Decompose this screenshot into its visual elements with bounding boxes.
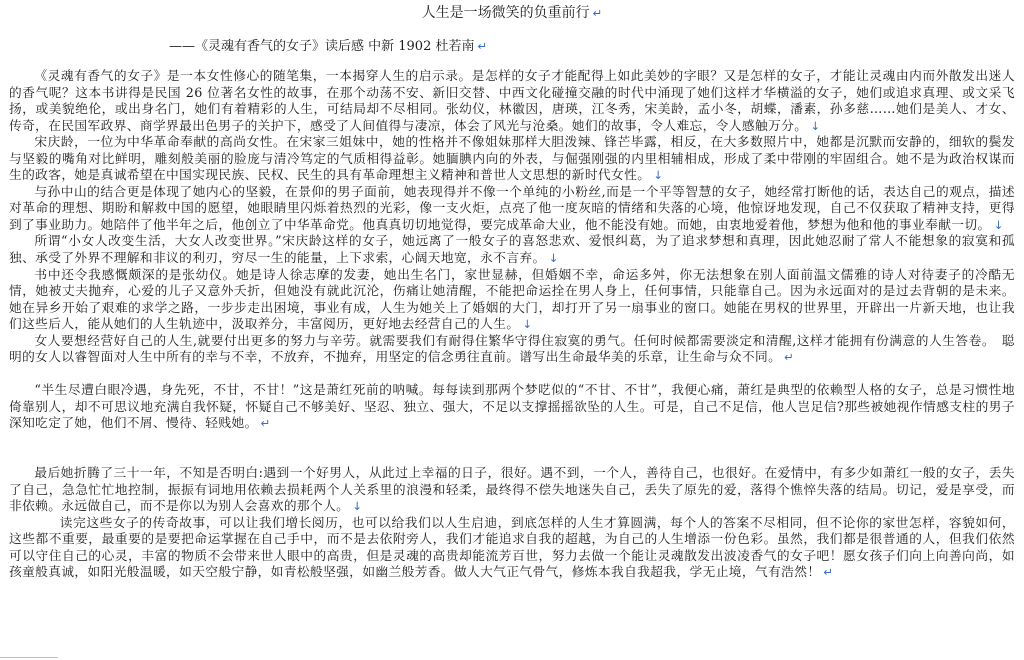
paragraph-text: 与孙中山的结合更是体现了她内心的坚毅，在景仰的男子面前，她表现得并不像一个单纯的小粉丝,而是一个平等智慧的女子，她经常打断他的话，表达自己的观点，描述对革命的理想、期盼和解救中国的愿望，她眼睛里闪烁着热烈的光彩，像一支火炬，点亮了他一度灰暗的情绪和失落的心境，他惊讶地发现，自己不仅获取了精神支持，更得到了事业助力。她陪伴了他半年之后，他创立了中华革命党。他真真切切地觉得，要完成革命大业，他不能没有她。而她，由衷地爱着他，梦想为他和他的事业奉献一切。 xyxy=(9,183,1015,232)
paragraph xyxy=(9,134,1015,184)
page-edge-line xyxy=(0,657,58,658)
document-title-text: 人生是一场微笑的负重前行 xyxy=(421,5,590,21)
paragraph-text: 书中还令我感慨颇深的是张幼仪。她是诗人徐志摩的发妻，她出生名门，家世显赫，但婚姻不幸，命运多舛，你无法想象在别人面前温文儒雅的诗人对待妻子的冷酷无情，她被丈夫抛弃，心爱的儿子又意外夭折，但她没有就此沉沦，伤痛让她清醒，不能把命运拴在男人身上，任何事情，只能靠自己。因为永远面对的是过去背朝的是未来。她在异乡开始了艰难的求学之路，一步步走出困境，事业有成，人生为她关上了婚姻的大门，却打开了另一扇事业的窗口。她能在男权的世界里，开辟出一片新天地，也让我们这些后人，能从她们的人生轨迹中，汲取养分，丰富阅历，更好地去经营自己的人生。 xyxy=(9,266,1015,332)
paragraph xyxy=(9,382,1015,432)
formatting-mark-icon: ↓ xyxy=(993,217,1004,232)
document-byline-text: ——《灵魂有香气的女子》读后感 中新 1902 杜若南 xyxy=(169,39,475,54)
paragraph xyxy=(9,515,1015,581)
paragraph-mark-icon: ↵ xyxy=(592,6,603,20)
paragraph-text: 《灵魂有香气的女子》是一本女性修心的随笔集，一本揭穿人生的启示录。是怎样的女子才能配得上如此美妙的字眼？又是怎样的女子，才能让灵魂由内而外散发出迷人的香气呢？这本书讲得是民国 26 位著名女性的故事，在那个动荡不安、新旧交替、中西文化碰撞交融的时代中涌现了她们这样才华横溢的女子，她们或追求真理、或文采飞扬，或美貌绝伦，或出身名门，她们有着精彩的人生，可结局却不尽相同。张幼仪，林徽因，唐瑛，江冬秀，宋美龄，孟小冬，胡蝶，潘素，孙多慈……她们是美人、才女、传奇，在民国军政界、商学界最出色男子的关护下，感受了人间值得与凄凉，体会了风光与沧桑。她们的故事，令人难忘，令人感触万分。 xyxy=(9,68,1015,133)
document-body xyxy=(9,68,1015,581)
paragraph xyxy=(9,233,1015,266)
formatting-mark-icon: ↓ xyxy=(653,168,663,183)
paragraph-text: “半生尽遭白眼冷遇，身先死，不甘，不甘！”这是萧红死前的呐喊。每每读到那两个梦呓似的“不甘、不甘”，我便心痛，萧红是典型的依赖型人格的女子，总是习惯性地倚靠别人，却不可思议地充满自我怀疑，怀疑自己不够美好、坚忍、独立、强大，不足以支撑摇摇欲坠的人生。可是，自己不足信，他人岂足信?那些被她视作情感支柱的男子深知吃定了她，他们不屑、慢待、轻贱她。 xyxy=(9,382,1015,431)
document-title xyxy=(9,4,1015,23)
document-byline xyxy=(9,38,1015,55)
formatting-mark-icon: ↓ xyxy=(548,251,559,266)
formatting-mark-icon: ↓ xyxy=(810,118,820,133)
formatting-mark-icon: ↓ xyxy=(522,317,533,332)
paragraph-text: 读完这些女子的传奇故事，可以让我们增长阅历，也可以给我们以人生启迪，到底怎样的人生才算圆满，每个人的答案不尽相同，但不论你的家世怎样，容貌如何，这些都不重要，最重要的是要把命运掌握在自己手中，而不是去依附旁人，我们才能追求自我的超越，为自己的人生增添一份色彩。虽然，我们都是很普通的人，但我们依然可以守住自己的心灵，丰富的物质不会带来世人眼中的高贵，但是灵魂的高贵却能流芳百世，努力去做一个能让灵魂散发出波凌香气的女子吧！愿女孩子们向上向善向尚，如孩童般真诚，如阳光般温暖，如天空般宁静，如青松般坚强，如幽兰般芳香。做人大气正气骨气，修炼本我自我超我，学无止境，气有浩然！ xyxy=(9,514,1015,580)
formatting-mark-icon: ↵ xyxy=(260,416,271,431)
paragraph-text: 女人要想经营好自己的人生,就要付出更多的努力与辛劳。就需要我们有耐得住繁华守得住寂寞的勇气。任何时候都需要淡定和清醒,这样才能拥有份满意的人生答卷。 聪明的女人以睿智面对人生中所有的幸与不幸，不放弃，不抛弃，用坚定的信念勇往直前。谱写出生命最华美的乐章，让生命与众不同。 xyxy=(9,332,1015,365)
paragraph-text: 宋庆龄，一位为中华革命奉献的高尚女性。在宋家三姐妹中，她的性格并不像姐妹那样大胆泼辣、锋芒毕露，相反，在大多数照片中，她都是沉默而安静的，细软的鬓发与坚毅的嘴角对比鲜明，雕刻般美丽的脸庞与清冷笃定的气质相得益彰。她腼腆内向的外表，与倔强刚强的内里相辅相成，形成了柔中带刚的牢固组合。她不是为政治权谋而生的政客，她是真诚希望在中国实现民族、民权、民生的具有革命理想主义精神和普世人文思想的新时代女性。 xyxy=(9,134,1015,183)
paragraph xyxy=(9,267,1015,333)
formatting-mark-icon: ↵ xyxy=(823,565,834,580)
formatting-mark-icon: ↓ xyxy=(352,499,362,514)
formatting-mark-icon: ↵ xyxy=(784,350,794,365)
paragraph xyxy=(9,68,1015,134)
paragraph-text: 所谓“小女人改变生活，大女人改变世界。”宋庆龄这样的女子，她远离了一般女子的喜怒悲欢、爱恨纠葛，为了追求梦想和真理，因此她忍耐了常人不能想象的寂寞和孤独、承受了外界不理解和非议的利刃，穷尽一生的能量，上下求索，心阔天地宽，永不言弃。 xyxy=(9,233,1015,266)
paragraph-mark-icon: ↵ xyxy=(477,39,488,53)
paragraph xyxy=(9,465,1015,515)
paragraph-text: 最后她折腾了三十一年，不知是否明白:遇到一个好男人，从此过上幸福的日子，很好。遇不到，一个人，善待自己，也很好。在爱情中，有多少如萧红一般的女子，丢失了自己，急急忙忙地控制，振振有词地用依赖去损耗两个人关系里的浪漫和轻柔，最终得不偿失地迷失自己，丢失了原先的爱，落得个憔悴失落的结局。切记，爱是享受，而非依赖。永远做自己，而不是你以为别人会喜欢的那个人。 xyxy=(9,465,1015,514)
paragraph xyxy=(9,184,1015,234)
paragraph xyxy=(9,333,1015,366)
